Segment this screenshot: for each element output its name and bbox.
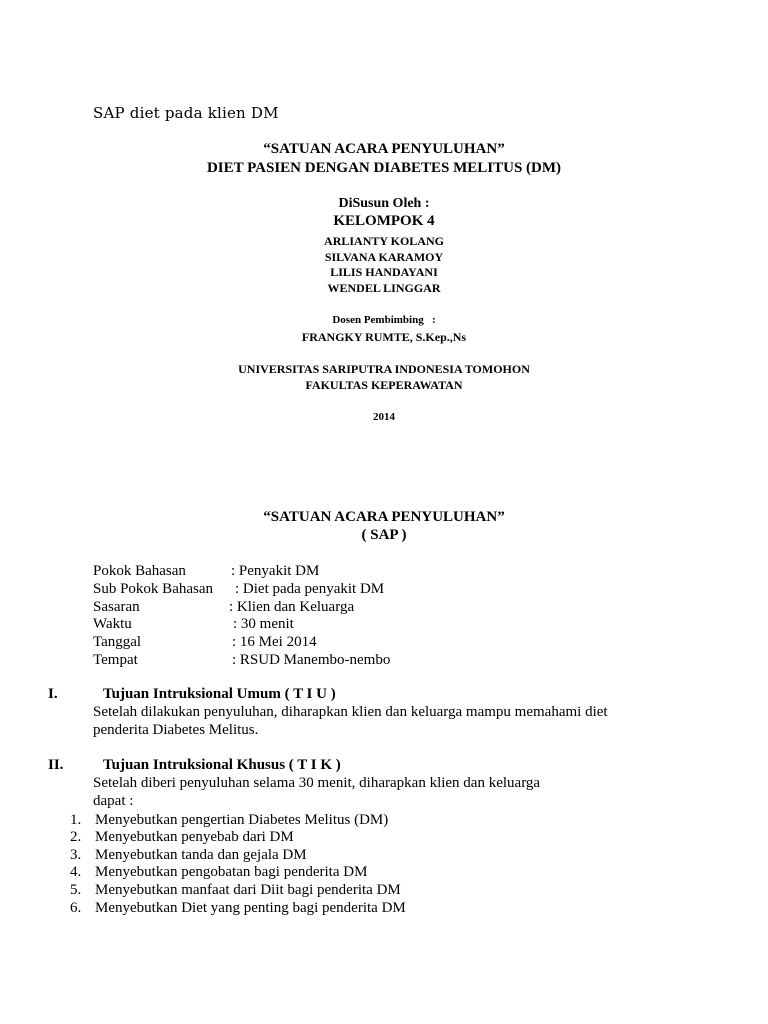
member-name: WENDEL LINGGAR bbox=[327, 281, 441, 295]
section-number: I. bbox=[48, 686, 58, 702]
info-label: Sub Pokok Bahasan bbox=[93, 581, 213, 597]
paragraph-line: penderita Diabetes Melitus. bbox=[93, 722, 259, 738]
cover-subheading: DIET PASIEN DENGAN DIABETES MELITUS (DM) bbox=[206, 160, 562, 176]
list-item-text: Menyebutkan penyebab dari DM bbox=[95, 829, 294, 845]
sap-abbreviation: ( SAP ) bbox=[361, 527, 407, 543]
supervisor-label: Dosen Pembimbing : bbox=[332, 314, 436, 326]
list-item-text: Menyebutkan Diet yang penting bagi penderita DM bbox=[95, 900, 406, 916]
faculty-name: FAKULTAS KEPERAWATAN bbox=[305, 378, 463, 392]
info-label: Sasaran bbox=[93, 599, 140, 615]
document-title: SAP diet pada klien DM bbox=[93, 104, 279, 122]
list-item-number: 1. bbox=[70, 812, 82, 828]
list-item-number: 3. bbox=[70, 847, 82, 863]
list-item-text: Menyebutkan pengobatan bagi penderita DM bbox=[95, 864, 368, 880]
info-value: : Klien dan Keluarga bbox=[229, 599, 355, 615]
member-name: LILIS HANDAYANI bbox=[330, 265, 438, 279]
university-name: UNIVERSITAS SARIPUTRA INDONESIA TOMOHON bbox=[238, 362, 530, 376]
list-item-number: 2. bbox=[70, 829, 82, 845]
info-value: : 16 Mei 2014 bbox=[232, 634, 317, 650]
info-label: Waktu bbox=[93, 616, 132, 632]
info-value: : RSUD Manembo-nembo bbox=[232, 652, 391, 668]
info-value: : Penyakit DM bbox=[231, 563, 320, 579]
cover-year: 2014 bbox=[373, 411, 395, 423]
list-item-text: Menyebutkan pengertian Diabetes Melitus (DM) bbox=[95, 812, 389, 828]
sap-heading: “SATUAN ACARA PENYULUHAN” bbox=[263, 509, 505, 525]
list-item-number: 6. bbox=[70, 900, 82, 916]
section-heading-tik: Tujuan Intruksional Khusus ( T I K ) bbox=[103, 757, 341, 773]
supervisor-name: FRANGKY RUMTE, S.Kep.,Ns bbox=[301, 330, 467, 344]
group-name: KELOMPOK 4 bbox=[333, 213, 435, 229]
info-label: Pokok Bahasan bbox=[93, 563, 186, 579]
member-name: SILVANA KARAMOY bbox=[324, 250, 444, 264]
info-value: : Diet pada penyakit DM bbox=[235, 581, 385, 597]
member-name: ARLIANTY KOLANG bbox=[324, 234, 444, 248]
list-item-number: 4. bbox=[70, 864, 82, 880]
info-label: Tanggal bbox=[93, 634, 142, 650]
info-value: : 30 menit bbox=[233, 616, 294, 632]
paragraph-line: Setelah dilakukan penyuluhan, diharapkan klien dan keluarga mampu memahami diet bbox=[93, 704, 608, 720]
compiled-by-label: DiSusun Oleh : bbox=[338, 196, 430, 211]
list-item-text: Menyebutkan manfaat dari Diit bagi penderita DM bbox=[95, 882, 401, 898]
list-item-number: 5. bbox=[70, 882, 82, 898]
info-label: Tempat bbox=[93, 652, 138, 668]
paragraph-line: Setelah diberi penyuluhan selama 30 menit, diharapkan klien dan keluarga bbox=[93, 775, 541, 791]
section-number: II. bbox=[48, 757, 64, 773]
cover-heading: “SATUAN ACARA PENYULUHAN” bbox=[263, 141, 505, 157]
paragraph-line: dapat : bbox=[93, 793, 134, 809]
list-item-text: Menyebutkan tanda dan gejala DM bbox=[95, 847, 307, 863]
section-heading-tiu: Tujuan Intruksional Umum ( T I U ) bbox=[103, 686, 336, 702]
